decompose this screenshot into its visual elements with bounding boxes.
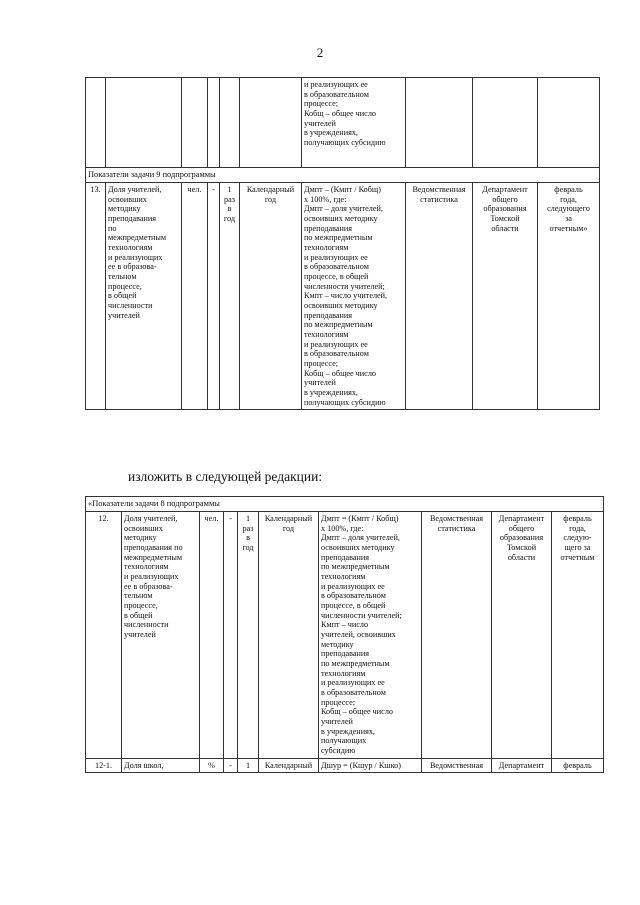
cell-source <box>406 78 473 168</box>
cell-frequency: 1 <box>238 758 259 773</box>
cell-responsible: Департамент общего образования Томской области <box>473 182 538 409</box>
cell-responsible <box>473 78 538 168</box>
cell-source: Ведомственная статистика <box>406 182 473 409</box>
indicator-row-12-1 <box>86 758 604 773</box>
page-number: 2 <box>316 45 324 60</box>
cell-period: Календарный год <box>259 511 319 758</box>
cell-frequency: 1 раз в год <box>220 182 240 409</box>
cell-source: Ведомственная <box>422 758 492 773</box>
cell-formula: и реализующих ее в образовательном процессе; Кобщ – общее число учителей в учреждениях, получающих субсидию <box>302 78 406 168</box>
continuation-row <box>86 78 600 168</box>
cell-frequency <box>220 78 240 168</box>
cell-basic-value: - <box>224 511 238 758</box>
indicator-row-13 <box>86 182 600 409</box>
indicators-table-1 <box>85 77 600 410</box>
cell-basic-value: - <box>208 182 220 409</box>
cell-unit <box>182 78 208 168</box>
cell-responsible: Департамент общего образования Томской области <box>492 511 552 758</box>
cell-period: Календарный год <box>240 182 302 409</box>
section-header-row <box>86 168 600 183</box>
cell-indicator-name: Доля учителей, освоивших методику преподавания по межпредметным технологиям и реализующих ее в образова- тельном процессе, в общей численности учителей <box>106 182 182 409</box>
cell-unit: чел. <box>182 182 208 409</box>
cell-unit: чел. <box>200 511 224 758</box>
cell-deadline: февраль года, следующего за отчетным» <box>538 182 600 409</box>
cell-formula: Дмпт – (Кмпт / Кобщ) х 100%, где: Дмпт – доля учителей, освоивших методику преподавания по межпредметным технологиям и реализующих ее в образовательном процессе, в общей численности учителей; Кмпт – число учителей, освоивших методику преподавания по межпредметным технологиям и реализующих ее в образовательном процессе; Кобщ – общее число учителей в учреждениях, получающих субсидию <box>302 182 406 409</box>
section-header-row <box>86 497 604 512</box>
cell-formula: Дмпт = (Кмпт / Кобщ) х 100%, где: Дмпт – доля учителей, освоивших методику преподавания по межпредметным технологиям и реализующих ее в образовательном процессе, в общей численности учителей; Кмпт – число учителей, освоивших методику преподавания по межпредметным технологиям и реализующих ее в образовательном процессе; Кобщ – общее число учителей в учреждениях, получающих субсидию <box>319 511 422 758</box>
cell-number <box>86 78 106 168</box>
cell-deadline: февраль года, следую- щего за отчетным <box>552 511 604 758</box>
cell-frequency: 1 раз в год <box>238 511 259 758</box>
cell-formula: Дшур = (Кшур / Кшко) <box>319 758 422 773</box>
cell-number: 13. <box>86 182 106 409</box>
cell-indicator-name <box>106 78 182 168</box>
cell-deadline <box>538 78 600 168</box>
cell-basic-value: - <box>224 758 238 773</box>
cell-number: 12-1. <box>86 758 122 773</box>
indicators-table-2 <box>85 496 604 773</box>
cell-responsible: Департамент <box>492 758 552 773</box>
cell-period: Календарный <box>259 758 319 773</box>
cell-source: Ведомственная статистика <box>422 511 492 758</box>
cell-indicator-name: Доля школ, <box>122 758 200 773</box>
cell-number: 12. <box>86 511 122 758</box>
cell-indicator-name: Доля учителей, освоивших методику преподавания по межпредметным технологиям и реализующих ее в образова- тельном процессе, в общей численности учителей <box>122 511 200 758</box>
indicator-row-12 <box>86 511 604 758</box>
cell-deadline: февраль <box>552 758 604 773</box>
cell-period <box>240 78 302 168</box>
section-header: Показатели задачи 9 подпрограммы <box>86 168 600 183</box>
cell-basic-value <box>208 78 220 168</box>
cell-unit: % <box>200 758 224 773</box>
section-header: «Показатели задачи 8 подпрограммы <box>86 497 604 512</box>
amendment-heading: изложить в следующей редакции: <box>128 469 323 484</box>
